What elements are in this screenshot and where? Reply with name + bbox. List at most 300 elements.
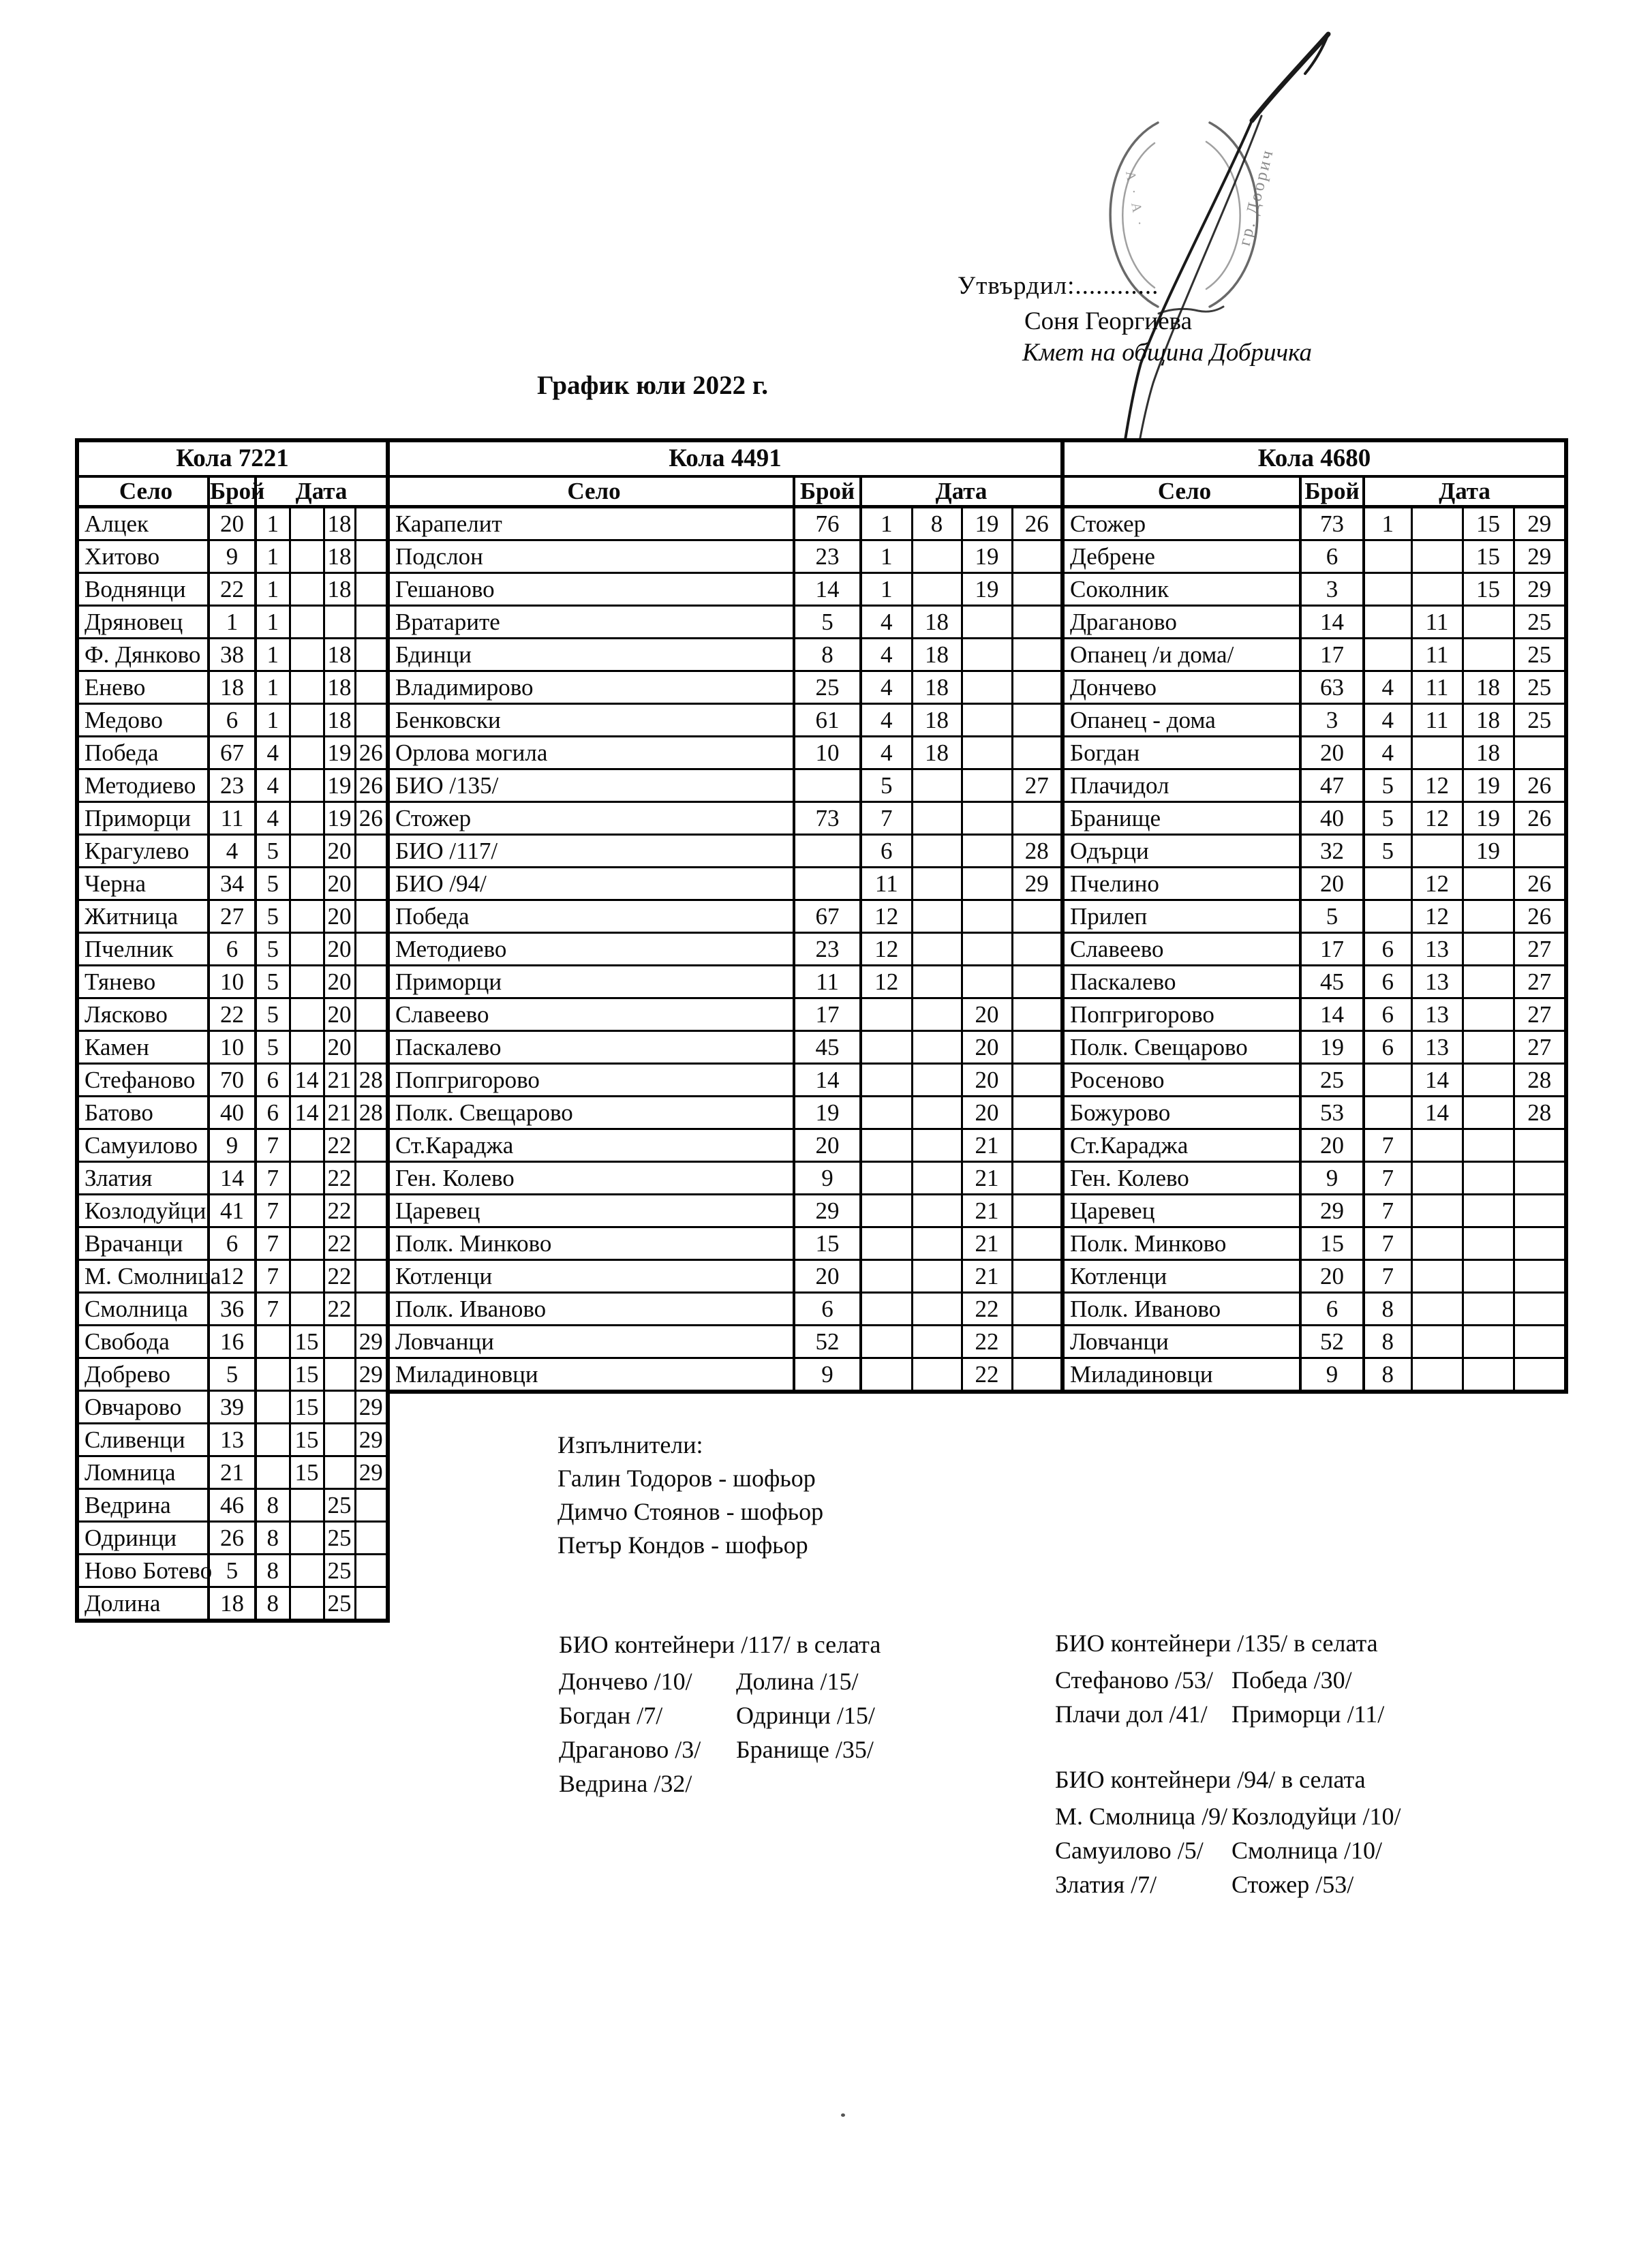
date-cell: [1012, 1064, 1062, 1097]
bio-title: БИО контейнери /94/ в селата: [1055, 1766, 1366, 1793]
date-cell: [290, 606, 324, 639]
table-row: [388, 900, 1062, 933]
date-cell: [1463, 1064, 1514, 1097]
date-cell: 26: [1514, 900, 1566, 933]
village-cell: Котленци: [1062, 1260, 1300, 1293]
table-row: [77, 1391, 388, 1424]
count-cell: 27: [209, 900, 256, 933]
date-cell: [355, 933, 388, 966]
table-row: [388, 769, 1062, 802]
date-cell: 5: [256, 1031, 290, 1064]
date-cell: 5: [256, 900, 290, 933]
date-cell: 8: [912, 507, 962, 540]
date-cell: [912, 1326, 962, 1358]
count-cell: 40: [209, 1097, 256, 1129]
table-row: [77, 1522, 388, 1555]
date-cell: [355, 998, 388, 1031]
date-cell: [1514, 1227, 1566, 1260]
bio-item: Бранище /35/: [736, 1736, 874, 1763]
date-cell: 15: [1463, 507, 1514, 540]
date-cell: [1012, 933, 1062, 966]
date-cell: [962, 933, 1012, 966]
table-row: [77, 1195, 388, 1227]
date-cell: 1: [256, 704, 290, 737]
village-cell: Батово: [77, 1097, 209, 1129]
table-row: [1062, 573, 1566, 606]
village-cell: Смолница: [77, 1293, 209, 1326]
table-row: [388, 507, 1062, 540]
table-row: [388, 671, 1062, 704]
village-header: Село: [388, 476, 794, 507]
bio-row: [1055, 1697, 1384, 1731]
date-cell: 7: [256, 1162, 290, 1195]
village-cell: Лясково: [77, 998, 209, 1031]
date-cell: 13: [1411, 966, 1463, 998]
date-cell: [861, 1293, 912, 1326]
village-cell: Ген. Колево: [388, 1162, 794, 1195]
count-cell: 23: [794, 540, 861, 573]
date-cell: 25: [1514, 639, 1566, 671]
date-cell: [912, 1097, 962, 1129]
date-cell: 18: [324, 507, 355, 540]
date-cell: [290, 639, 324, 671]
count-cell: 5: [1300, 900, 1364, 933]
date-cell: 28: [1012, 835, 1062, 868]
date-cell: [256, 1424, 290, 1456]
date-cell: 29: [1514, 573, 1566, 606]
village-cell: Ст.Караджа: [1062, 1129, 1300, 1162]
count-cell: 14: [794, 1064, 861, 1097]
date-cell: [1012, 1195, 1062, 1227]
date-cell: 18: [324, 671, 355, 704]
count-cell: 6: [1300, 1293, 1364, 1326]
date-cell: [962, 769, 1012, 802]
date-cell: 1: [256, 671, 290, 704]
date-cell: [1012, 1326, 1062, 1358]
date-cell: 21: [324, 1097, 355, 1129]
count-cell: 6: [209, 933, 256, 966]
table-row: [1062, 1293, 1566, 1326]
date-cell: [962, 737, 1012, 769]
date-cell: 18: [324, 573, 355, 606]
page-title: График юли 2022 г.: [537, 371, 768, 400]
date-cell: 19: [1463, 802, 1514, 835]
count-cell: 15: [794, 1227, 861, 1260]
village-cell: Ломница: [77, 1456, 209, 1489]
date-cell: 26: [355, 737, 388, 769]
village-cell: Подслон: [388, 540, 794, 573]
date-cell: [1012, 704, 1062, 737]
date-cell: [1463, 1129, 1514, 1162]
table-row: [1062, 998, 1566, 1031]
date-cell: 5: [1364, 802, 1411, 835]
car-header: Кола 4680: [1062, 440, 1566, 476]
date-cell: [1012, 802, 1062, 835]
village-cell: Опанец - дома: [1062, 704, 1300, 737]
date-cell: [912, 1227, 962, 1260]
bio-item: Златия /7/: [1055, 1871, 1157, 1898]
count-cell: 45: [1300, 966, 1364, 998]
date-cell: [355, 1293, 388, 1326]
bio-block-1: [559, 1629, 881, 1801]
date-cell: 11: [1411, 704, 1463, 737]
date-cell: 28: [1514, 1097, 1566, 1129]
date-cell: [1012, 671, 1062, 704]
table-row: [388, 966, 1062, 998]
village-cell: Тянево: [77, 966, 209, 998]
date-cell: [861, 1064, 912, 1097]
date-cell: [290, 671, 324, 704]
date-cell: [1514, 835, 1566, 868]
village-cell: Алцек: [77, 507, 209, 540]
date-cell: 21: [962, 1260, 1012, 1293]
date-cell: 7: [861, 802, 912, 835]
date-cell: [912, 1195, 962, 1227]
count-cell: 19: [794, 1097, 861, 1129]
bio-row: [1055, 1867, 1401, 1901]
date-cell: [1463, 998, 1514, 1031]
date-cell: [912, 900, 962, 933]
date-cell: 28: [1514, 1064, 1566, 1097]
date-cell: [355, 1260, 388, 1293]
date-cell: [1463, 933, 1514, 966]
date-cell: 18: [1463, 671, 1514, 704]
date-cell: 21: [962, 1195, 1012, 1227]
village-cell: Ново Ботево: [77, 1555, 209, 1587]
date-cell: 8: [256, 1522, 290, 1555]
count-cell: 23: [209, 769, 256, 802]
schedule-table-2: [386, 438, 1065, 1394]
date-cell: 18: [1463, 737, 1514, 769]
count-cell: 12: [209, 1260, 256, 1293]
count-cell: 17: [1300, 639, 1364, 671]
car-header: Кола 4491: [388, 440, 1062, 476]
date-cell: 6: [1364, 1031, 1411, 1064]
village-cell: Прилеп: [1062, 900, 1300, 933]
date-cell: [290, 540, 324, 573]
count-cell: [794, 769, 861, 802]
count-header: Брой: [209, 476, 256, 507]
date-cell: [355, 606, 388, 639]
table-row: [77, 1555, 388, 1587]
count-cell: 46: [209, 1489, 256, 1522]
date-cell: [290, 868, 324, 900]
count-cell: 53: [1300, 1097, 1364, 1129]
date-cell: [355, 1129, 388, 1162]
date-cell: 29: [1514, 507, 1566, 540]
date-cell: [1463, 1326, 1514, 1358]
count-cell: 34: [209, 868, 256, 900]
bio-item: Плачи дол /41/: [1055, 1700, 1208, 1728]
date-cell: [1463, 1031, 1514, 1064]
approve-label: Утвърдил:............: [958, 272, 1159, 300]
table-row: [77, 769, 388, 802]
count-cell: 29: [1300, 1195, 1364, 1227]
date-cell: 5: [861, 769, 912, 802]
date-cell: 26: [1514, 868, 1566, 900]
date-cell: [290, 704, 324, 737]
table-row: [1062, 671, 1566, 704]
village-cell: Опанец /и дома/: [1062, 639, 1300, 671]
date-cell: 21: [962, 1162, 1012, 1195]
approver-name: Соня Георгиева: [1024, 307, 1193, 335]
date-cell: [324, 1391, 355, 1424]
date-cell: [290, 1227, 324, 1260]
count-cell: 22: [209, 998, 256, 1031]
date-cell: [1463, 966, 1514, 998]
table-row: [1062, 1031, 1566, 1064]
bio-item: Ведрина /32/: [559, 1770, 692, 1797]
date-cell: 6: [1364, 966, 1411, 998]
date-cell: [290, 1260, 324, 1293]
table-row: [1062, 1195, 1566, 1227]
date-cell: [324, 1456, 355, 1489]
count-cell: 10: [794, 737, 861, 769]
count-cell: 5: [794, 606, 861, 639]
village-cell: Врачанци: [77, 1227, 209, 1260]
date-cell: [861, 1097, 912, 1129]
count-cell: 20: [794, 1260, 861, 1293]
date-cell: [962, 671, 1012, 704]
date-cell: 29: [355, 1358, 388, 1391]
date-cell: 4: [861, 671, 912, 704]
table-row: [1062, 507, 1566, 540]
bio-item: Стефаново /53/: [1055, 1666, 1214, 1694]
date-cell: [355, 966, 388, 998]
count-cell: [794, 835, 861, 868]
date-cell: 22: [324, 1129, 355, 1162]
date-cell: 19: [1463, 769, 1514, 802]
count-cell: 20: [209, 507, 256, 540]
date-cell: 7: [256, 1293, 290, 1326]
date-cell: 21: [324, 1064, 355, 1097]
date-cell: 7: [256, 1195, 290, 1227]
date-cell: 15: [290, 1391, 324, 1424]
date-cell: 29: [1012, 868, 1062, 900]
date-cell: 5: [256, 835, 290, 868]
bio-block-2: [1055, 1627, 1384, 1731]
date-cell: 5: [1364, 769, 1411, 802]
table-row: [77, 606, 388, 639]
date-cell: [1411, 1227, 1463, 1260]
count-cell: 9: [209, 1129, 256, 1162]
village-cell: Одринци: [77, 1522, 209, 1555]
date-cell: [912, 1064, 962, 1097]
date-cell: [1411, 573, 1463, 606]
table-row: [77, 573, 388, 606]
date-cell: 11: [1411, 639, 1463, 671]
table-row: [77, 704, 388, 737]
table-row: [388, 1227, 1062, 1260]
date-cell: [912, 1260, 962, 1293]
date-cell: 20: [962, 1064, 1012, 1097]
village-cell: Гешаново: [388, 573, 794, 606]
date-cell: [355, 1555, 388, 1587]
date-cell: [290, 1587, 324, 1621]
count-cell: 70: [209, 1064, 256, 1097]
village-cell: Плачидол: [1062, 769, 1300, 802]
village-cell: Стожер: [1062, 507, 1300, 540]
date-cell: [355, 573, 388, 606]
bio-item: М. Смолница /9/: [1055, 1803, 1228, 1830]
table-row: [388, 802, 1062, 835]
date-cell: 14: [290, 1064, 324, 1097]
table-row: [1062, 835, 1566, 868]
date-cell: 4: [861, 704, 912, 737]
date-cell: [290, 933, 324, 966]
date-cell: 20: [962, 998, 1012, 1031]
date-cell: [1463, 639, 1514, 671]
date-cell: [256, 1358, 290, 1391]
count-cell: 20: [1300, 1129, 1364, 1162]
date-cell: [962, 868, 1012, 900]
date-cell: [912, 933, 962, 966]
date-cell: [256, 1456, 290, 1489]
table-row: [388, 1031, 1062, 1064]
table-row: [388, 835, 1062, 868]
date-cell: 22: [324, 1162, 355, 1195]
date-cell: [1411, 835, 1463, 868]
table-row: [1062, 1097, 1566, 1129]
date-cell: 15: [290, 1326, 324, 1358]
village-cell: Владимирово: [388, 671, 794, 704]
village-cell: Козлодуйци: [77, 1195, 209, 1227]
date-cell: 20: [324, 933, 355, 966]
date-cell: [1411, 737, 1463, 769]
date-cell: [962, 966, 1012, 998]
date-cell: [290, 966, 324, 998]
date-cell: [1364, 639, 1411, 671]
date-cell: [912, 769, 962, 802]
date-cell: 4: [861, 639, 912, 671]
table-row: [77, 1227, 388, 1260]
date-cell: [324, 1358, 355, 1391]
village-cell: Овчарово: [77, 1391, 209, 1424]
scan-speck: [841, 2113, 845, 2117]
count-cell: 6: [209, 1227, 256, 1260]
table-row: [388, 998, 1062, 1031]
date-cell: 22: [962, 1293, 1012, 1326]
date-cell: [355, 671, 388, 704]
village-cell: БИО /117/: [388, 835, 794, 868]
approver-title: Кмет на община Добричка: [1022, 339, 1313, 367]
count-cell: 39: [209, 1391, 256, 1424]
table-row: [1062, 802, 1566, 835]
date-cell: 7: [1364, 1162, 1411, 1195]
date-cell: [1411, 1162, 1463, 1195]
date-cell: [861, 1227, 912, 1260]
date-cell: 19: [962, 507, 1012, 540]
count-cell: 11: [794, 966, 861, 998]
count-cell: 10: [209, 966, 256, 998]
count-header: Брой: [794, 476, 861, 507]
village-cell: Свобода: [77, 1326, 209, 1358]
date-cell: [1012, 998, 1062, 1031]
table-row: [77, 1097, 388, 1129]
date-cell: [912, 1293, 962, 1326]
date-cell: [912, 573, 962, 606]
count-cell: 10: [209, 1031, 256, 1064]
village-cell: Дряновец: [77, 606, 209, 639]
date-cell: 15: [290, 1424, 324, 1456]
village-cell: Дебрене: [1062, 540, 1300, 573]
table-row: [388, 606, 1062, 639]
village-cell: Победа: [388, 900, 794, 933]
date-cell: [290, 769, 324, 802]
count-cell: 38: [209, 639, 256, 671]
date-cell: [290, 573, 324, 606]
count-cell: 29: [794, 1195, 861, 1227]
table-row: [77, 639, 388, 671]
date-cell: [962, 704, 1012, 737]
date-cell: 14: [290, 1097, 324, 1129]
executor-item: Петър Кондов - шофьор: [557, 1531, 808, 1559]
date-cell: 28: [355, 1097, 388, 1129]
date-cell: [1514, 1162, 1566, 1195]
bio-title: БИО контейнери /135/ в селата: [1055, 1630, 1378, 1657]
date-cell: [1463, 1162, 1514, 1195]
date-cell: [1463, 1195, 1514, 1227]
date-cell: 19: [324, 737, 355, 769]
date-cell: 22: [324, 1260, 355, 1293]
village-cell: БИО /135/: [388, 769, 794, 802]
date-cell: 7: [256, 1260, 290, 1293]
date-cell: [355, 704, 388, 737]
bio-row: [1055, 1663, 1384, 1697]
table-row: [1062, 639, 1566, 671]
count-cell: 41: [209, 1195, 256, 1227]
date-cell: 6: [861, 835, 912, 868]
date-cell: [1463, 1227, 1514, 1260]
village-cell: Паскалево: [1062, 966, 1300, 998]
date-cell: 5: [256, 868, 290, 900]
date-cell: 26: [355, 769, 388, 802]
date-cell: 1: [256, 507, 290, 540]
bio-item: Козлодуйци /10/: [1232, 1803, 1401, 1830]
table-row: [77, 868, 388, 900]
date-cell: 27: [1514, 966, 1566, 998]
date-cell: [1463, 1358, 1514, 1392]
table-row: [77, 671, 388, 704]
table-row: [77, 1129, 388, 1162]
date-cell: 1: [256, 573, 290, 606]
date-cell: [355, 1227, 388, 1260]
village-cell: Стожер: [388, 802, 794, 835]
date-cell: [1012, 900, 1062, 933]
table-row: [77, 835, 388, 868]
count-cell: 1: [209, 606, 256, 639]
table-row: [1062, 1227, 1566, 1260]
date-cell: 14: [1411, 1097, 1463, 1129]
date-cell: [1463, 1097, 1514, 1129]
date-cell: 14: [1411, 1064, 1463, 1097]
date-cell: [290, 835, 324, 868]
date-cell: [355, 900, 388, 933]
date-cell: [1012, 1129, 1062, 1162]
date-cell: [290, 900, 324, 933]
date-cell: [912, 998, 962, 1031]
count-cell: 18: [209, 1587, 256, 1621]
count-cell: 61: [794, 704, 861, 737]
village-cell: Хитово: [77, 540, 209, 573]
village-cell: Ст.Караджа: [388, 1129, 794, 1162]
date-cell: [1012, 606, 1062, 639]
date-cell: 12: [861, 933, 912, 966]
date-cell: 18: [912, 671, 962, 704]
village-cell: Драганово: [1062, 606, 1300, 639]
date-cell: 18: [324, 704, 355, 737]
date-cell: [355, 1522, 388, 1555]
